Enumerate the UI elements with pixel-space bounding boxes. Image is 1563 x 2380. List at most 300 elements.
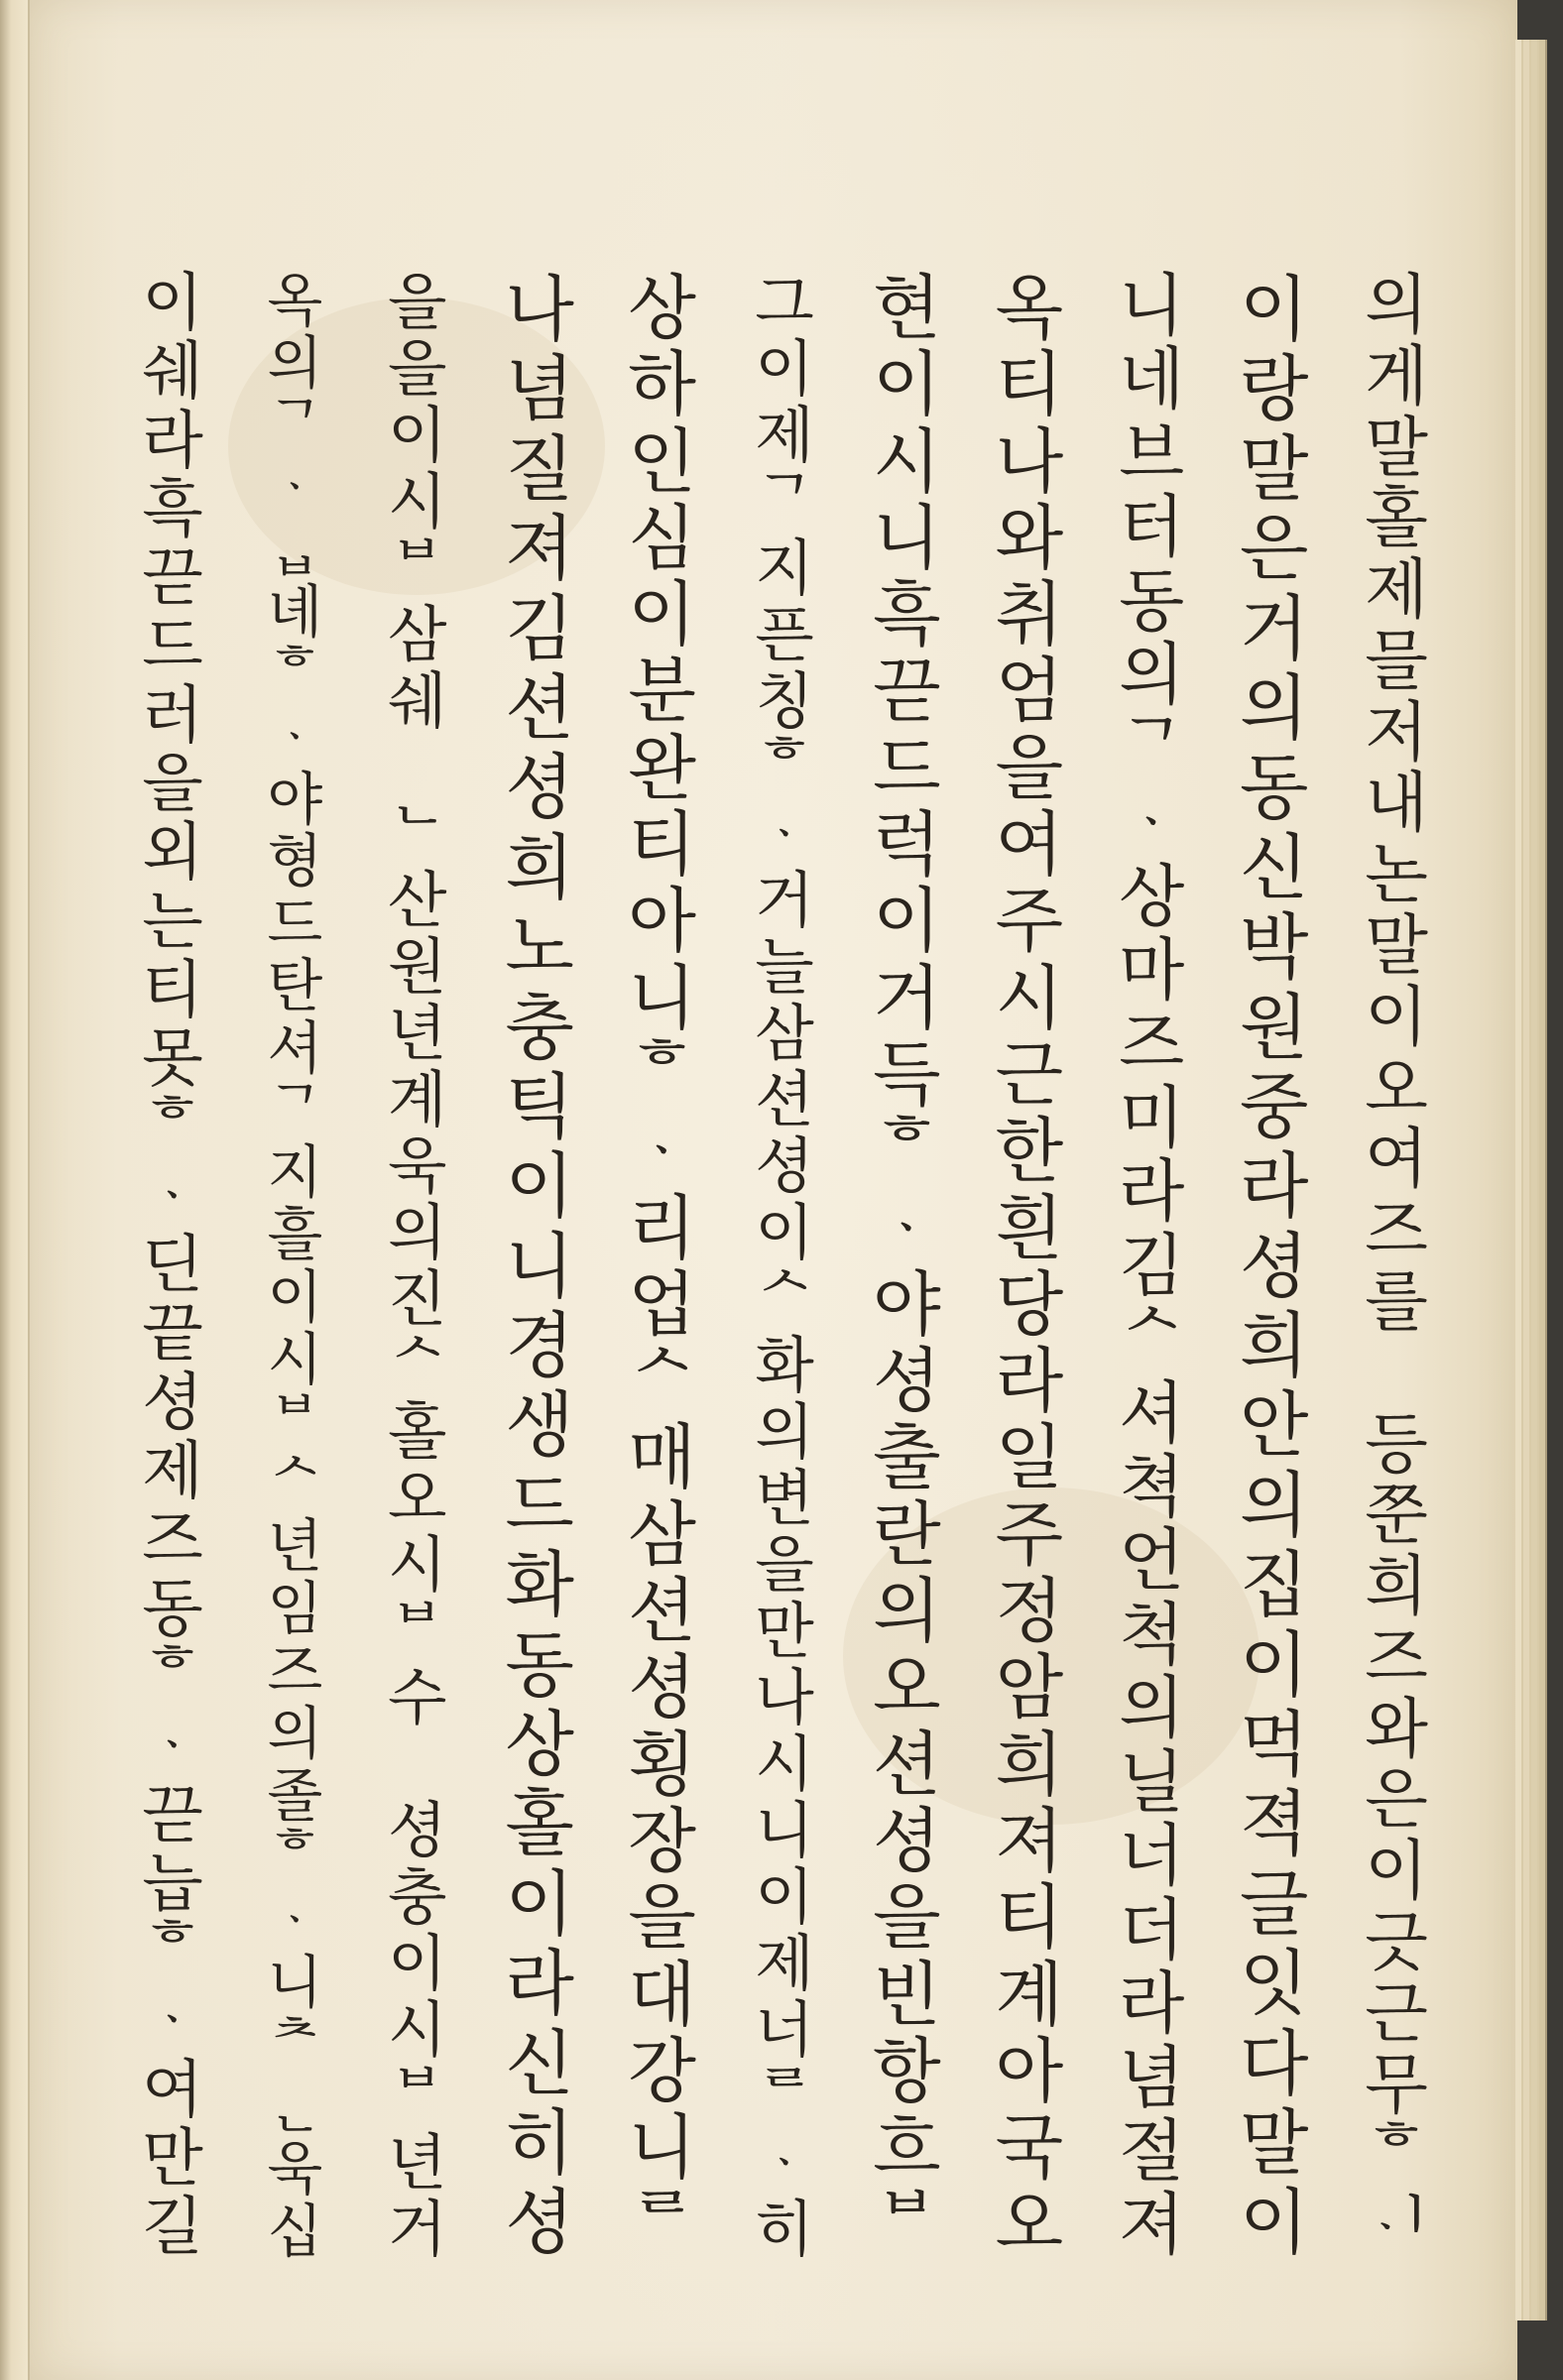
- column-character: 인: [628, 419, 696, 503]
- facing-page-edge: [0, 0, 30, 2380]
- column-character: 셩: [873, 1799, 941, 1882]
- column-character: 한: [995, 1110, 1064, 1193]
- column-character: 옥: [995, 267, 1064, 349]
- column-character: 져: [505, 507, 574, 591]
- column-character: 여: [995, 803, 1064, 887]
- column-character: 의: [873, 1570, 941, 1653]
- column-character: ᆞ: [873, 1186, 941, 1269]
- column-character: 시: [995, 956, 1064, 1039]
- column-character: 산: [388, 865, 447, 936]
- column-character: 딘: [142, 1229, 203, 1303]
- column-character: ᄇ: [388, 533, 447, 604]
- column-character: ᆞ: [267, 702, 323, 771]
- column-character: 동: [1119, 561, 1185, 642]
- column-character: 신: [1239, 825, 1309, 909]
- column-character: 만: [142, 2122, 203, 2197]
- column-character: 니: [628, 956, 696, 1039]
- text-column-6: [737, 267, 832, 2265]
- column-character: ᄉ: [388, 1330, 447, 1401]
- column-character: 지: [755, 533, 814, 604]
- column-character: ᆞ: [755, 798, 814, 870]
- column-character: 말: [1239, 2100, 1309, 2185]
- column-character: 흐: [873, 2106, 941, 2190]
- column-character: 리: [628, 1186, 696, 1269]
- column-character: 이: [1239, 2181, 1309, 2265]
- column-character: 흘: [267, 1201, 323, 1269]
- column-character: 셩: [755, 1130, 814, 1202]
- column-character: ᆡ: [1365, 2189, 1428, 2266]
- column-character: 을: [628, 1876, 696, 1960]
- column-character: 의: [267, 1699, 323, 1767]
- text-column-7: [615, 267, 710, 2266]
- column-character: 빈: [873, 1953, 941, 2036]
- column-character: 이: [873, 343, 941, 426]
- column-character: 라: [1119, 1152, 1185, 1233]
- column-character: 삼: [755, 998, 814, 1069]
- column-character: 티: [142, 953, 203, 1027]
- column-character: ᆞ: [142, 1984, 203, 2059]
- column-character: 당: [995, 1262, 1064, 1346]
- text-column-1: [1349, 267, 1444, 2266]
- column-character: 그: [755, 267, 814, 338]
- column-character: ᄇ: [388, 1596, 447, 1667]
- column-character: 라: [1119, 1964, 1185, 2045]
- column-character: ᆫ: [267, 2073, 323, 2141]
- column-character: ᄒ: [628, 1032, 696, 1116]
- column-character: 김: [505, 586, 574, 670]
- column-character: 흰: [995, 1186, 1064, 1269]
- column-character: 중: [1239, 1064, 1309, 1148]
- column-character: 희: [505, 825, 574, 909]
- column-character: 화: [755, 1330, 814, 1401]
- column-character: 의: [388, 1197, 447, 1268]
- column-character: 이: [1365, 1833, 1428, 1910]
- column-character: 마: [1119, 930, 1185, 1011]
- column-character: 경: [505, 1304, 574, 1388]
- column-character: 강: [628, 2029, 696, 2112]
- column-character: 와: [1365, 1690, 1428, 1767]
- text-column-2: [1227, 270, 1322, 2263]
- column-character: 항: [873, 2029, 941, 2112]
- column-character: 션: [505, 665, 574, 750]
- column-character: 니: [505, 1224, 574, 1308]
- column-character: 희: [1239, 1304, 1309, 1388]
- column-character: 라: [505, 1942, 574, 2026]
- column-character: 이: [505, 1861, 574, 1946]
- column-character: 동: [142, 1572, 203, 1646]
- column-character: 원: [388, 931, 447, 1003]
- column-character: ᄉ: [755, 1263, 814, 1335]
- column-character: 션: [628, 1570, 696, 1653]
- column-character: 즈: [267, 1636, 323, 1705]
- column-character: 즈: [1119, 1005, 1185, 1085]
- column-character: 셩: [873, 1340, 941, 1423]
- column-character: 즈: [1365, 1192, 1428, 1269]
- column-character: 오: [388, 1463, 447, 1534]
- column-character: 노: [505, 905, 574, 990]
- column-character: 즈: [1365, 1618, 1428, 1696]
- column-character: 시: [388, 1529, 447, 1601]
- column-character: 하: [628, 343, 696, 426]
- column-character: 외: [142, 816, 203, 891]
- column-character: 삼: [388, 599, 447, 670]
- column-character: 티: [995, 1876, 1064, 1960]
- column-character: ᆞ: [1119, 783, 1185, 864]
- column-character: 나: [505, 268, 574, 351]
- text-column-11: [125, 267, 220, 2265]
- column-character: ᄇ: [388, 2061, 447, 2132]
- column-character: 제: [1365, 551, 1428, 629]
- column-character: 제: [755, 1928, 814, 1999]
- column-character: 잇: [1239, 1942, 1309, 2026]
- column-character: 화: [505, 1543, 574, 1627]
- column-character: 나: [995, 419, 1064, 503]
- column-character: 야: [873, 1262, 941, 1346]
- column-character: 져: [1119, 2186, 1185, 2266]
- column-character: 끝: [142, 1297, 203, 1371]
- column-character: ᆞ: [628, 1110, 696, 1193]
- column-character: 의: [267, 328, 323, 397]
- column-character: 셩: [388, 1795, 447, 1866]
- column-character: 절: [1119, 2111, 1185, 2192]
- column-character: 히: [505, 2100, 574, 2185]
- column-character: 셩: [505, 746, 574, 830]
- column-character: 여: [142, 2053, 203, 2127]
- column-character: 이: [873, 880, 941, 963]
- column-character: ᄒ: [1365, 2117, 1428, 2195]
- column-character: 지: [267, 1138, 323, 1207]
- column-character: 근: [995, 1032, 1064, 1116]
- column-character: 주: [995, 880, 1064, 963]
- column-character: 년: [267, 1512, 323, 1581]
- column-character: 거: [873, 956, 941, 1039]
- column-character: 긋: [1365, 1903, 1428, 1980]
- column-character: 니: [873, 496, 941, 579]
- column-character: 셩: [505, 2181, 574, 2265]
- column-character: 길: [142, 2191, 203, 2265]
- column-character: 박: [1239, 905, 1309, 990]
- column-character: 드: [873, 726, 941, 809]
- column-character: ᆞ: [267, 1886, 323, 1955]
- column-character: 심: [628, 496, 696, 579]
- column-character: 매: [628, 1416, 696, 1499]
- column-character: 터: [1119, 488, 1185, 568]
- column-character: 욱: [267, 2135, 323, 2203]
- column-character: 의: [1239, 665, 1309, 750]
- column-character: 을: [142, 748, 203, 822]
- column-character: 홀: [505, 1782, 574, 1866]
- column-character: 이: [755, 333, 814, 405]
- column-character: 이: [1239, 1622, 1309, 1707]
- page-edge: [1523, 40, 1531, 2320]
- column-character: 글: [1239, 1861, 1309, 1946]
- column-character: 변: [755, 1463, 814, 1534]
- column-character: ᄉ: [1119, 1300, 1185, 1380]
- manuscript-page: [30, 0, 1517, 2380]
- column-character: ᆞ: [142, 1710, 203, 1784]
- column-character: 을: [873, 1876, 941, 1960]
- column-character: 이: [628, 573, 696, 656]
- column-character: 근: [1365, 1974, 1428, 2052]
- column-character: ᄒ: [142, 1091, 203, 1165]
- column-character: 상: [628, 267, 696, 349]
- text-column-3: [1104, 267, 1199, 2266]
- column-character: 희: [1365, 1548, 1428, 1625]
- column-character: ᄒ: [267, 640, 323, 708]
- column-character: 시: [267, 1325, 323, 1393]
- column-character: 라: [142, 404, 203, 478]
- column-character: 념: [505, 347, 574, 431]
- column-character: 진: [388, 1263, 447, 1335]
- column-character: 계: [388, 1064, 447, 1135]
- page-edge: [1515, 40, 1523, 2320]
- column-character: 못: [142, 1022, 203, 1097]
- column-character: 더: [1119, 1890, 1185, 1970]
- column-character: ᄂ: [388, 798, 447, 870]
- column-character: 는: [142, 885, 203, 959]
- column-character: 션: [873, 1723, 941, 1806]
- column-character: 너: [755, 1994, 814, 2066]
- column-character: 칭: [755, 665, 814, 737]
- column-character: 상: [505, 1703, 574, 1787]
- column-character: 십: [267, 2198, 323, 2266]
- column-character: 끋: [142, 1778, 203, 1852]
- column-character: ᄒ: [267, 1824, 323, 1892]
- column-character: 내: [1365, 765, 1428, 842]
- column-character: ᄎ: [267, 2010, 323, 2079]
- text-column-10: [247, 267, 342, 2266]
- column-character: 흑: [873, 573, 941, 656]
- column-character: ᄀ: [267, 391, 323, 459]
- column-character: 여: [1365, 1121, 1428, 1198]
- column-character: ᄇ: [267, 1387, 323, 1456]
- column-character: 거: [388, 2194, 447, 2265]
- column-character: 럭: [873, 803, 941, 887]
- column-character: 미: [1119, 1078, 1185, 1158]
- column-character: 쭌: [1365, 1477, 1428, 1554]
- column-character: ᄅ: [755, 2061, 814, 2132]
- column-character: 등: [1365, 1405, 1428, 1483]
- column-character: 이: [755, 1861, 814, 1933]
- column-character: 언: [1119, 1521, 1185, 1602]
- column-character: 은: [1365, 1761, 1428, 1839]
- column-character: 거: [1239, 586, 1309, 670]
- column-character: 신: [505, 2021, 574, 2105]
- column-character: 은: [1239, 507, 1309, 591]
- column-character: 티: [628, 803, 696, 887]
- column-character: 충: [505, 985, 574, 1069]
- column-character: 김: [1119, 1226, 1185, 1306]
- column-character: 임: [267, 1575, 323, 1643]
- column-character: ᄇ: [873, 2183, 941, 2266]
- column-character: 의: [1119, 1669, 1185, 1749]
- column-character: 이: [388, 1928, 447, 1999]
- column-character: 의: [1119, 636, 1185, 716]
- column-character: 욱: [388, 1130, 447, 1202]
- column-character: 말: [1239, 426, 1309, 511]
- column-character: 셩: [628, 1646, 696, 1729]
- text-column-4: [982, 267, 1077, 2266]
- column-character: 저: [1365, 693, 1428, 771]
- column-character: 브: [1119, 414, 1185, 494]
- column-character: 쉐: [388, 665, 447, 737]
- column-character: 엄: [995, 650, 1064, 733]
- column-character: 아: [628, 880, 696, 963]
- column-character: 라: [1239, 1144, 1309, 1229]
- column-character: 동: [1239, 746, 1309, 830]
- column-character: 믈: [1365, 622, 1428, 699]
- column-character: 시: [755, 1728, 814, 1800]
- column-character: 집: [1239, 1543, 1309, 1627]
- column-character: 국: [995, 2106, 1064, 2190]
- column-character: 제: [755, 400, 814, 471]
- text-column-5: [859, 267, 954, 2266]
- column-character: 무: [1365, 2046, 1428, 2123]
- column-character: 암: [995, 1646, 1064, 1729]
- column-character: 질: [505, 426, 574, 511]
- column-character: 셔: [267, 1013, 323, 1082]
- column-character: 이: [1365, 978, 1428, 1055]
- column-character: 셔: [1119, 1373, 1185, 1454]
- column-character: ᄒ: [142, 1640, 203, 1715]
- column-character: 업: [628, 1262, 696, 1346]
- column-character: 득: [873, 1032, 941, 1116]
- column-character: 시: [388, 466, 447, 537]
- column-character: 이: [755, 1197, 814, 1268]
- column-character: 형: [267, 827, 323, 895]
- page-edge: [1539, 40, 1547, 2320]
- column-character: ᄀ: [1119, 709, 1185, 789]
- column-character: 니: [267, 1948, 323, 2016]
- column-character: ᆸ: [267, 516, 323, 584]
- column-character: 홀: [388, 1396, 447, 1468]
- column-character: 희: [995, 1723, 1064, 1806]
- column-character: 주: [995, 1492, 1064, 1576]
- column-character: ᄒ: [142, 1916, 203, 1990]
- column-character: 만: [755, 1596, 814, 1667]
- column-character: 너: [1119, 1817, 1185, 1897]
- column-character: 말: [1365, 907, 1428, 985]
- column-character: 이: [142, 267, 203, 340]
- column-character: ᆞ: [267, 453, 323, 522]
- column-character: 생: [505, 1383, 574, 1468]
- column-character: 와: [995, 496, 1064, 579]
- column-character: 을: [995, 726, 1064, 809]
- column-character: 네: [1119, 340, 1185, 420]
- column-character: 늘: [755, 931, 814, 1003]
- column-character: 늡: [142, 1846, 203, 1921]
- column-character: 시: [873, 419, 941, 503]
- column-character: 의: [1365, 267, 1428, 343]
- column-character: 이: [505, 1144, 574, 1229]
- column-character: 오: [1365, 1049, 1428, 1127]
- column-character: 아: [995, 2029, 1064, 2112]
- column-character: 삼: [628, 1492, 696, 1576]
- column-character: 상: [1119, 857, 1185, 937]
- column-character: 셩: [1239, 1224, 1309, 1308]
- column-character: 다: [1239, 2021, 1309, 2105]
- column-character: 먹: [1239, 1703, 1309, 1787]
- column-character: 젹: [1239, 1782, 1309, 1866]
- column-character: 장: [628, 1799, 696, 1882]
- column-character: 제: [142, 1435, 203, 1509]
- column-character: 닐: [1119, 1742, 1185, 1823]
- column-character: 티: [995, 343, 1064, 426]
- column-character: ᄒ: [873, 1110, 941, 1193]
- column-character: 셩: [142, 1366, 203, 1440]
- column-character: ᄒ: [755, 732, 814, 803]
- column-character: 의: [755, 1396, 814, 1468]
- column-character: 션: [755, 1064, 814, 1135]
- column-character: 끋: [873, 650, 941, 733]
- column-character: 대: [628, 1953, 696, 2036]
- column-character: 옥: [267, 267, 323, 334]
- column-character: 니: [1119, 267, 1185, 346]
- column-character: 분: [628, 650, 696, 733]
- column-character: 졸: [267, 1761, 323, 1830]
- column-character: 현: [873, 267, 941, 349]
- column-character: 히: [755, 2194, 814, 2265]
- column-character: 라: [995, 1340, 1064, 1423]
- column-character: 원: [1239, 985, 1309, 1069]
- column-character: 을: [388, 267, 447, 338]
- column-character: 년: [388, 2127, 447, 2199]
- column-character: 져: [995, 1799, 1064, 1882]
- column-character: ᆞ: [142, 1159, 203, 1234]
- column-character: 의: [1239, 1463, 1309, 1547]
- column-character: 오: [873, 1646, 941, 1729]
- column-character: 를: [1365, 1262, 1428, 1340]
- column-character: 이: [267, 1263, 323, 1331]
- column-character: 드: [267, 890, 323, 958]
- column-character: 취: [995, 573, 1064, 656]
- column-character: 러: [142, 678, 203, 753]
- column-character: 오: [995, 2183, 1064, 2266]
- column-character: 횡: [628, 1723, 696, 1806]
- column-character: 동: [505, 1622, 574, 1707]
- column-character: 완: [628, 726, 696, 809]
- column-character: 드: [505, 1463, 574, 1547]
- column-character: ᄀ: [267, 1076, 323, 1144]
- column-character: 을: [388, 333, 447, 405]
- column-character: 일: [995, 1416, 1064, 1499]
- column-character: 논: [1365, 836, 1428, 913]
- column-character: ᆞ: [755, 2127, 814, 2199]
- column-character: 쳑: [1119, 1448, 1185, 1527]
- column-character: 틱: [505, 1064, 574, 1148]
- column-character: 드: [142, 610, 203, 684]
- text-column-9: [370, 267, 465, 2265]
- column-character: 안: [1239, 1383, 1309, 1468]
- column-character: ᄉ: [267, 1450, 323, 1518]
- column-character: 끋: [142, 541, 203, 616]
- column-character: 랑: [1239, 347, 1309, 431]
- column-character: ᄅ: [628, 2183, 696, 2266]
- column-character: 흑: [142, 472, 203, 546]
- column-character: 을: [755, 1529, 814, 1601]
- column-character: 말: [1365, 409, 1428, 486]
- column-character: 홀: [1365, 480, 1428, 557]
- column-character: 정: [995, 1570, 1064, 1653]
- column-character: 시: [388, 1994, 447, 2066]
- column-character: 충: [388, 1861, 447, 1933]
- column-character: 즈: [142, 1503, 203, 1578]
- column-character: 출: [873, 1416, 941, 1499]
- column-character: 년: [388, 998, 447, 1069]
- column-character: 니: [755, 1795, 814, 1866]
- column-character: 척: [1119, 1595, 1185, 1675]
- column-character: 이: [1239, 268, 1309, 351]
